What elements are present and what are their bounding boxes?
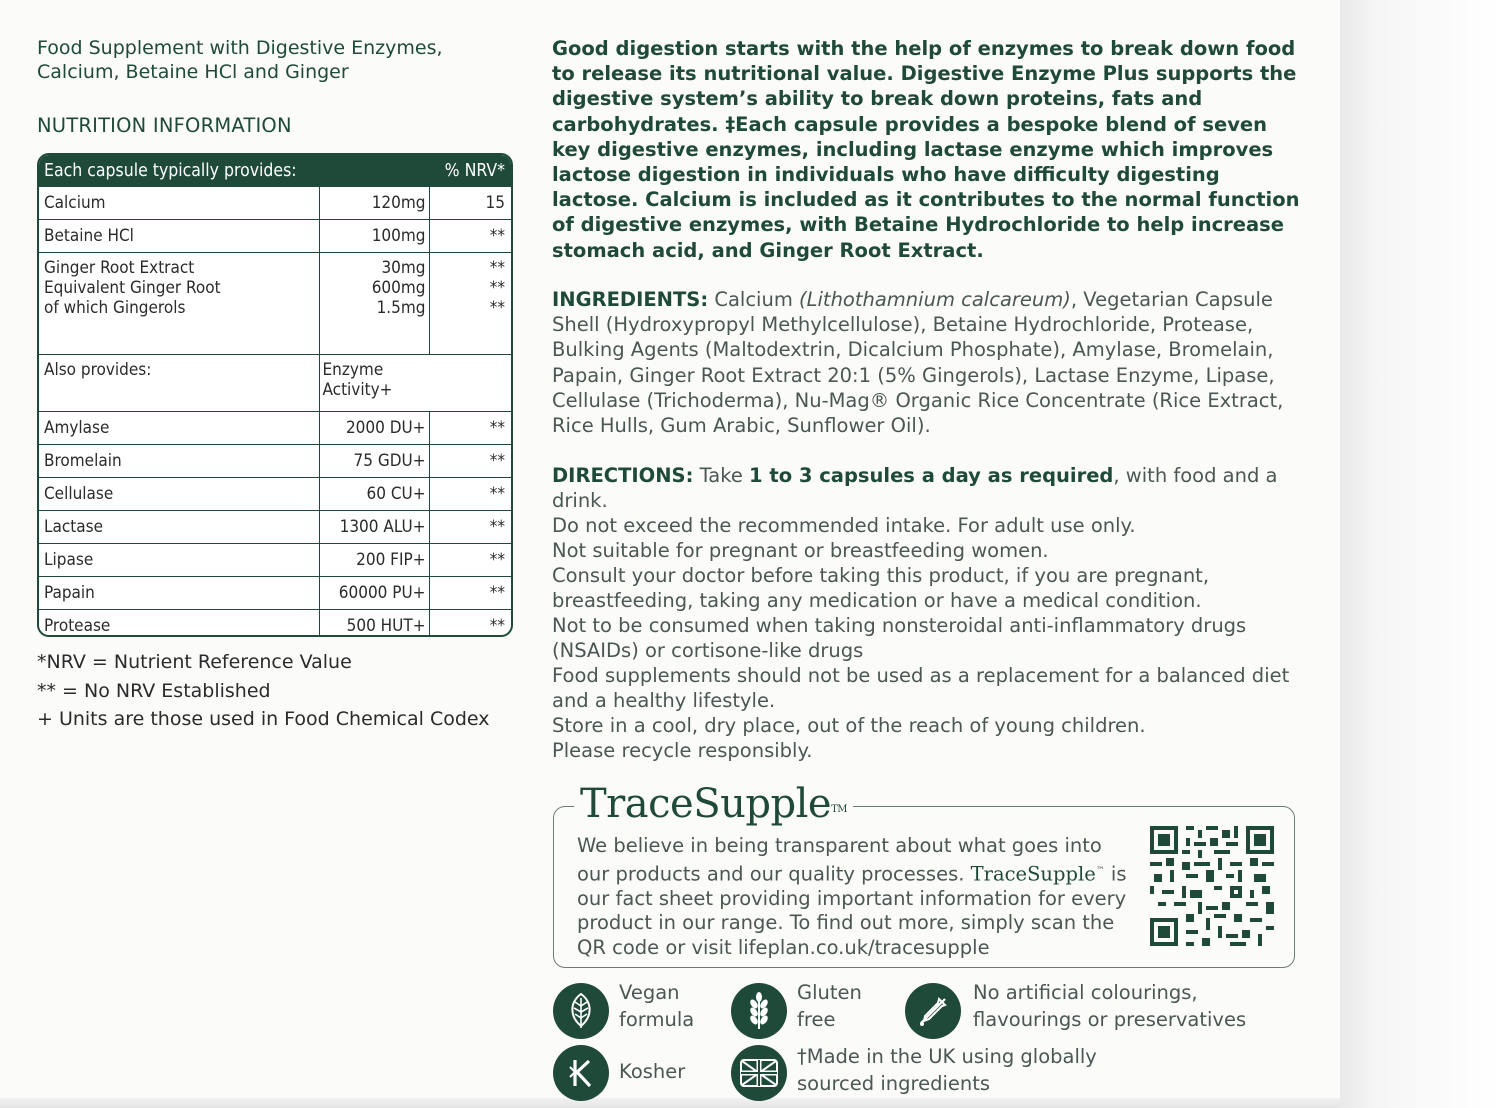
enzyme-activity-line: Activity+ [322,380,393,400]
badge-line: free [797,1008,836,1031]
enzyme-amount: 200 FIP+ [319,544,429,577]
directions-block [552,463,1312,763]
no-artificial-badge-text [973,979,1246,1033]
directions-dose: 1 to 3 capsules a day as required [749,464,1114,487]
tracesupple-logo-tm: TM [831,804,847,815]
kosher-badge-text: Kosher [619,1060,686,1083]
badge-line: sourced ingredients [797,1072,991,1095]
enzyme-name: Cellulase [39,478,319,511]
table-row-also-provides [39,355,511,412]
enzyme-amount: 60000 PU+ [319,577,429,610]
nutrition-footnotes [37,648,490,734]
ginger-nrv-line: ** [489,278,506,298]
nutrient-name: Calcium [39,187,319,220]
product-subtitle: Food Supplement with Digestive Enzymes, Calcium, Betaine HCl and Ginger [37,37,443,83]
tracesupple-logo-text: TraceSupple [580,781,832,827]
enzyme-nrv: ** [429,577,511,610]
direction-line: Food supplements should not be used as a replacement for a balanced diet and a healthy lifestyle. [552,664,1290,712]
ginger-nrv-line: ** [489,258,506,278]
tracesupple-inline-tm: ™ [1095,865,1105,876]
ginger-name-line: of which Gingerols [44,298,186,318]
direction-line: Please recycle responsibly. [552,739,813,762]
table-row [39,478,511,511]
tracesupple-text-pre: We believe in being transparent about what goes into our products and our quality processes. [577,834,1102,885]
nutrition-table [37,153,513,637]
dropper-crossed-icon [905,983,961,1039]
direction-line: Not to be consumed when taking nonsteroidal anti-inflammatory drugs (NSAIDs) or cortisone-like drugs [552,614,1247,662]
ginger-nrv-line: ** [489,298,506,318]
ginger-names [39,253,319,355]
footnote: ** = No NRV Established [37,679,271,702]
table-row [39,511,511,544]
kosher-k-icon [553,1045,609,1101]
enzyme-activity-label [319,355,511,412]
enzyme-name: Lipase [39,544,319,577]
table-row [39,187,511,220]
enzyme-nrv: ** [429,511,511,544]
package-bottom-edge [0,1098,1340,1108]
gluten-badge-text [797,979,862,1033]
badge-line: No artificial colourings, [973,981,1198,1004]
enzyme-name: Protease [44,616,111,636]
nutrient-nrv: ** [429,220,511,253]
direction-line: Not suitable for pregnant or breastfeeding women. [552,539,1049,562]
badge-line: †Made in the UK using globally [797,1045,1097,1068]
enzyme-name: Papain [39,577,319,610]
directions-take [552,463,1312,513]
ingredients-text-1: Calcium [708,288,800,311]
directions-take-pre: Take [693,464,750,487]
tracesupple-inline-brand: TraceSupple [970,862,1096,885]
enzyme-amount: 500 HUT+ [319,610,429,638]
directions-label: DIRECTIONS: [552,464,694,487]
enzyme-name: Lactase [39,511,319,544]
ginger-amounts [319,253,429,355]
enzyme-amount: 75 GDU+ [319,445,429,478]
wheat-icon [731,983,787,1039]
nutrient-name: Betaine HCl [39,220,319,253]
ginger-name-line: Equivalent Ginger Root [44,278,221,298]
nutrient-amount: 120mg [319,187,429,220]
badge-line: Gluten [797,981,862,1004]
ingredients-latin: (Lithothamnium calcareum) [799,288,1071,311]
tracesupple-logo [574,780,853,828]
leaf-icon [553,983,609,1039]
ingredients-label: INGREDIENTS: [552,288,709,311]
table-row [39,220,511,253]
direction-line: Do not exceed the recommended intake. For adult use only. [552,514,1136,537]
made-in-uk-badge-text [797,1043,1097,1097]
ginger-amount-line: 600mg [371,278,426,298]
nutrient-nrv: 15 [429,187,511,220]
table-row-ginger [39,253,511,355]
vegan-badge-text [619,979,694,1033]
enzyme-activity-line: Enzyme [322,360,384,380]
enzyme-name: Bromelain [39,445,319,478]
enzyme-nrv: ** [429,610,511,638]
ginger-amount-line: 30mg [381,258,426,278]
ginger-amount-line: 1.5mg [376,298,426,318]
ingredients-block [552,287,1312,438]
table-row [39,445,511,478]
enzyme-nrv: ** [429,478,511,511]
nutrition-header-label: Each capsule typically provides: [39,155,429,187]
nutrition-header-row [39,155,511,187]
uk-flag-icon [731,1045,787,1101]
footnote: + Units are those used in Food Chemical Codex [37,708,490,730]
ingredients-text-2: , Vegetarian Capsule Shell (Hydroxypropyl Methylcellulose), Betaine Hydrochloride, Protease, Bulking Agents (Maltodextrin, Dicalcium Phosphate), Amylase, Bromelain, Papain, Ginger Root Extract 20:1 (5% Gingerols), Lactase Enzyme, Lipase, Cellulase (Trichoderma), Nu-Mag® Organic Rice Concentrate (Rice Extract, Rice Hulls, Gum Arabic, Sunflower Oil). [552,288,1284,438]
table-row [39,577,511,610]
direction-line: Store in a cool, dry place, out of the reach of young children. [552,714,1146,737]
enzyme-nrv: ** [429,412,511,445]
enzyme-amount: 60 CU+ [319,478,429,511]
badge-line: flavourings or preservatives [973,1008,1247,1031]
ginger-nrvs [429,253,511,355]
enzyme-amount: 2000 DU+ [319,412,429,445]
badge-line: formula [619,1008,695,1031]
nutrition-header-nrv: % NRV* [429,155,511,187]
nutrient-amount: 100mg [319,220,429,253]
enzyme-nrv: ** [429,445,511,478]
enzyme-amount: 1300 ALU+ [319,511,429,544]
table-row [39,610,511,638]
footnote: *NRV = Nutrient Reference Value [37,651,352,673]
tracesupple-text [577,834,1137,960]
table-row [39,412,511,445]
nutrition-heading: NUTRITION INFORMATION [37,114,292,137]
directions-take-post: , with food and a drink. [552,464,1278,512]
product-description: Good digestion starts with the help of enzymes to break down food to release its nutritional value. Digestive Enzyme Plus supports the digestive system’s ability to break down proteins, fats and carbohydrates. ‡Each capsule provides a bespoke blend of seven key digestive enzymes, including lactase enzyme which improves lactose digestion in individuals who have difficulty digesting lactose. Calcium is included as it contributes to the normal function of digestive enzymes, with Betaine Hydrochloride to help increase stomach acid, and Ginger Root Extract. [552,37,1300,262]
also-provides-label: Also provides: [39,355,319,412]
direction-line: Consult your doctor before taking this product, if you are pregnant, breastfeeding, taking any medication or have a medical condition. [552,564,1210,612]
ginger-name-line: Ginger Root Extract [44,258,195,278]
badge-line: Vegan [619,981,680,1004]
package-edge-shadow [1340,0,1500,1108]
enzyme-nrv: ** [429,544,511,577]
qr-code-icon[interactable] [1150,826,1274,946]
table-row [39,544,511,577]
tracesupple-text-post: is our fact sheet providing important information for every product in our range. To find out more, simply scan the QR code or visit lifeplan.co.uk/tracesupple [577,862,1127,959]
enzyme-name: Amylase [39,412,319,445]
